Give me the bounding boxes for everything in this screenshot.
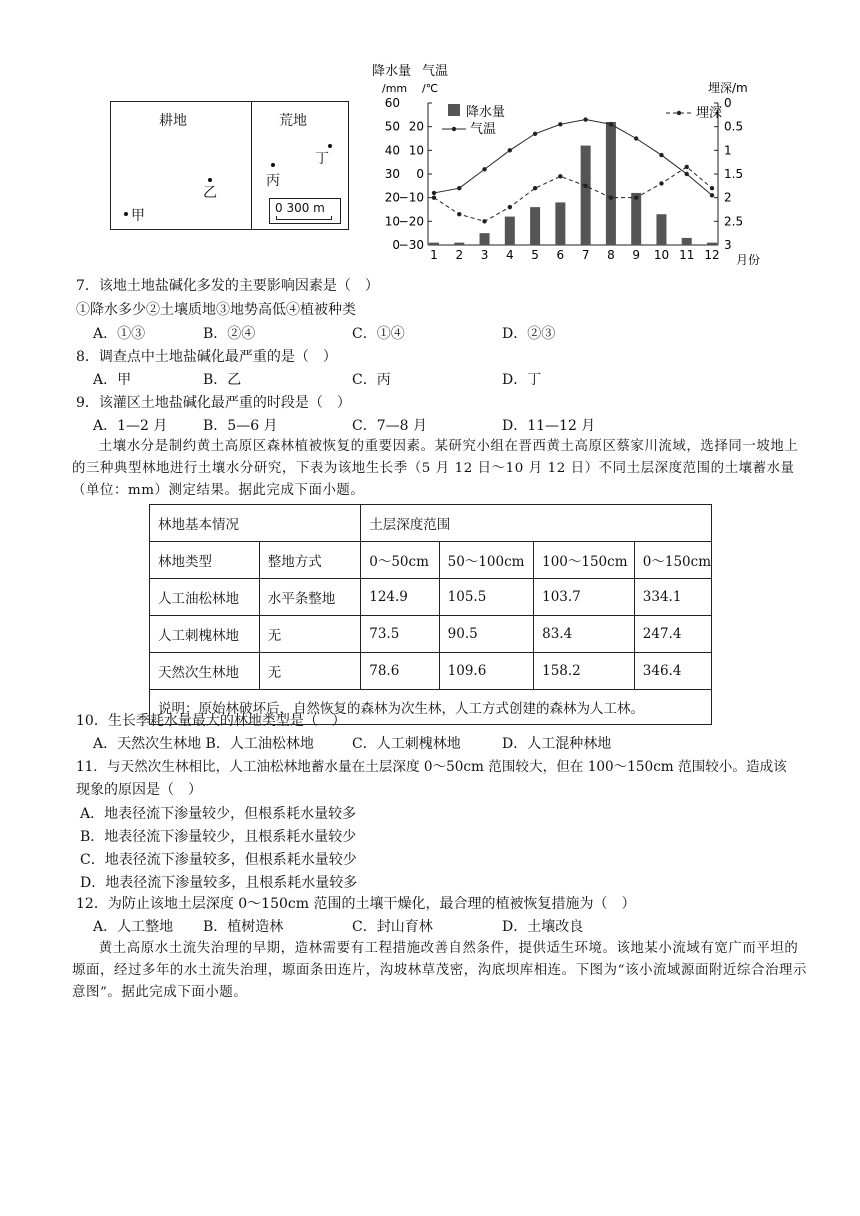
q12-stem: 12．为防止该地土层深度 0～150cm 范围的土壤干燥化，最合理的植被恢复措施为（ ） [76, 896, 636, 912]
precip-bar [480, 233, 490, 245]
intro-loess-plateau: 黄土高原水土流失治理的早期，造林需要有工程措施改善自然条件，提供适生环境。该地某小流域有宽广而平坦的塬面，经过多年的水土流失治理，塬面条田连片，沟坡林草茂密，沟底坝库相连。下图为“该小流域源面附近综合治理示意图”。据此完成下面小题。 [72, 941, 807, 1000]
precip-tick-label: 20 [384, 190, 400, 205]
month-tick-label: 8 [607, 248, 615, 262]
temperature-point [432, 191, 436, 195]
table-header-cell: 0～150cm [634, 542, 711, 579]
q9-stem: 9．该灌区土地盐碱化最严重的时段是（ ） [76, 395, 351, 411]
table-row [150, 653, 712, 690]
month-tick-label: 5 [531, 248, 539, 262]
table-cell: 158.2 [534, 653, 635, 690]
q10-stem: 10．生长季耗水量最大的林地类型是（ ） [76, 713, 346, 729]
point-yi-label: 乙 [203, 185, 217, 201]
q9-option-c[interactable]: C．7—8 月 [352, 418, 427, 434]
table-header-cell: 0～50cm [361, 542, 439, 579]
month-tick-label: 9 [632, 248, 641, 262]
q8-option-b[interactable]: B．乙 [203, 372, 242, 388]
table-header-cell: 100～150cm [534, 542, 635, 579]
point-bing-label: 丙 [266, 173, 280, 189]
temp-tick-label: −30 [398, 238, 424, 252]
table-cell: 78.6 [361, 653, 439, 690]
q7-option-d[interactable]: D．②③ [502, 326, 556, 342]
table-header-row-1 [150, 505, 712, 542]
q12-option-c[interactable]: C．封山育林 [352, 919, 433, 935]
q11-stem-cont: 现象的原因是（ ） [76, 782, 202, 798]
table-cell: 124.9 [361, 579, 439, 616]
temperature-point [508, 148, 512, 152]
q10-option-c[interactable]: C．人工刺槐林地 [352, 736, 461, 752]
temp-tick-label: −10 [398, 190, 424, 205]
scale-label: 0 300 m [275, 201, 325, 215]
q7-option-a[interactable]: A．①③ [93, 326, 146, 342]
table-cell: 334.1 [634, 579, 711, 616]
depth-tick-label: 2 [724, 190, 732, 205]
temperature-point [685, 172, 689, 176]
q11-option-b[interactable]: B．地表径流下渗量较少，且根系耗水量较少 [80, 829, 357, 845]
temp-tick-label: 10 [408, 143, 424, 158]
xlabel-month: 月份 [736, 253, 761, 267]
table-cell: 105.5 [439, 579, 533, 616]
precip-bar [656, 214, 666, 245]
depth-point [533, 186, 537, 190]
temperature-point [634, 136, 638, 140]
table-cell: 73.5 [361, 616, 439, 653]
table-row [150, 579, 712, 616]
depth-line [434, 167, 712, 221]
temperature-point [457, 186, 461, 190]
precip-bar [530, 207, 540, 245]
precip-bar [429, 243, 439, 245]
depth-point [457, 212, 461, 216]
table-header-row-2 [150, 542, 712, 579]
temp-tick-label: 20 [408, 119, 424, 134]
depth-point [685, 165, 689, 169]
precip-bar [581, 146, 591, 245]
wasteland-label: 荒地 [279, 113, 307, 129]
table-cell: 346.4 [634, 653, 711, 690]
q12-option-a[interactable]: A．人工整地 [93, 919, 174, 935]
point-ding-label: 丁 [315, 151, 329, 167]
table-header-cell: 林地基本情况 [150, 505, 361, 542]
legend-temp-label: 气温 [470, 122, 497, 137]
temperature-point [558, 122, 562, 126]
depth-point [558, 174, 562, 178]
q9-option-d[interactable]: D．11—12 月 [502, 418, 596, 434]
temperature-point [583, 117, 587, 121]
q9-option-a[interactable]: A．1—2 月 [93, 418, 168, 434]
table-header-cell: 整地方式 [259, 542, 360, 579]
table-cell: 83.4 [534, 616, 635, 653]
depth-tick-label: 1.5 [724, 167, 744, 181]
month-tick-label: 6 [556, 248, 565, 262]
map-divider [251, 102, 252, 229]
table-cell: 天然次生林地 [150, 653, 260, 690]
depth-point [659, 181, 663, 185]
table-header-cell: 土层深度范围 [361, 505, 712, 542]
precip-tick-label: 30 [384, 167, 400, 181]
temperature-point [482, 167, 486, 171]
table-cell: 247.4 [634, 616, 711, 653]
scale-bar [276, 216, 332, 220]
scale-box [269, 198, 341, 224]
depth-tick-label: 2.5 [724, 214, 744, 229]
q8-option-a[interactable]: A．甲 [93, 372, 132, 388]
table-cell: 109.6 [439, 653, 533, 690]
q11-option-d[interactable]: D．地表径流下渗量较多，且根系耗水量较多 [80, 875, 358, 891]
legend-depth-label: 埋深 [696, 106, 723, 121]
q8-stem: 8．调查点中土地盐碱化最严重的是（ ） [76, 349, 337, 365]
table-cell: 人工刺槐林地 [150, 616, 260, 653]
table-header-cell: 50～100cm [439, 542, 533, 579]
q11-option-c[interactable]: C．地表径流下渗量较多，但根系耗水量较少 [80, 852, 357, 868]
depth-point [482, 219, 486, 223]
depth-tick-label: 0 [724, 96, 732, 110]
month-tick-label: 2 [455, 248, 464, 262]
depth-tick-label: 0.5 [724, 119, 744, 134]
table-cell: 无 [259, 653, 360, 690]
q9-option-b[interactable]: B．5—6 月 [203, 418, 278, 434]
precip-bar [454, 243, 464, 245]
soil-water-table [149, 504, 712, 725]
month-tick-label: 10 [653, 248, 670, 262]
table-cell: 水平条整地 [259, 579, 360, 616]
q11-stem: 11．与天然次生林相比，人工油松林地蓄水量在土层深度 0～50cm 范围较大，但在 100～150cm 范围较小。造成该 [76, 759, 787, 775]
precip-tick-label: 0 [392, 238, 400, 252]
field-map [110, 101, 349, 230]
ylabel-temp-unit: /℃ [422, 82, 439, 95]
q11-option-a[interactable]: A．地表径流下渗量较少，但根系耗水量较多 [80, 806, 357, 822]
temp-tick-label: −20 [398, 214, 424, 229]
legend-temp-marker [452, 127, 456, 131]
temp-tick-label: 0 [416, 167, 424, 181]
q10-option-a[interactable]: A．天然次生林地 B．人工油松林地 [93, 736, 314, 752]
table-row [150, 616, 712, 653]
ylabel-depth: 埋深/m [708, 81, 748, 95]
depth-tick-label: 3 [724, 238, 732, 252]
legend-depth-marker [677, 111, 681, 115]
table-header-cell: 林地类型 [150, 542, 260, 579]
precip-tick-label: 50 [384, 119, 400, 134]
depth-point [432, 195, 436, 199]
q7-stem: 7．该地土地盐碱化多发的主要影响因素是（ ） [76, 278, 379, 294]
point-jia-label: 甲 [131, 208, 145, 224]
table-cell: 90.5 [439, 616, 533, 653]
q10-option-d[interactable]: D．人工混种林地 [502, 736, 612, 752]
month-tick-label: 12 [704, 248, 720, 262]
q7-option-b[interactable]: B．②④ [203, 326, 256, 342]
temperature-point [609, 122, 613, 126]
month-tick-label: 11 [679, 248, 695, 262]
legend-precip-label: 降水量 [466, 105, 506, 120]
month-tick-label: 7 [581, 248, 590, 262]
ylabel-temp: 气温 [422, 64, 449, 79]
ylabel-precip: 降水量 [372, 64, 412, 79]
table-cell: 103.7 [534, 579, 635, 616]
depth-point [508, 205, 512, 209]
table-cell: 人工油松林地 [150, 579, 260, 616]
temperature-point [710, 193, 714, 197]
point-bing-dot [271, 163, 275, 167]
month-tick-label: 3 [480, 248, 489, 262]
q7-option-c[interactable]: C．①④ [352, 326, 405, 342]
precip-bar [505, 217, 515, 245]
precip-bar [707, 243, 717, 245]
precip-tick-label: 10 [384, 214, 400, 229]
table-cell: 无 [259, 616, 360, 653]
ylabel-precip-unit: /mm [382, 82, 408, 95]
intro-soil-water: 土壤水分是制约黄土高原区森林植被恢复的重要因素。某研究小组在晋西黄土高原区蔡家川流域，选择同一坡地上的三种典型林地进行土壤水分研究，下表为该地生长季（5 月 12 日～10 月 12 日）不同土层深度范围的土壤蓄水量（单位：mm）测定结果。据此完成下面小题。 [72, 439, 799, 498]
month-tick-label: 4 [505, 248, 514, 262]
legend-precip-swatch [448, 104, 460, 116]
depth-point [609, 195, 613, 199]
depth-tick-label: 1 [724, 143, 732, 158]
q7-sub: ①降水多少②土壤质地③地势高低④植被种类 [76, 302, 356, 318]
climate-chart [370, 58, 770, 270]
depth-point [583, 184, 587, 188]
table-note: 说明：原始林破坏后，自然恢复的森林为次生林，人工方式创建的森林为人工林。 [150, 690, 712, 725]
precip-bar [555, 202, 565, 245]
precip-bar [606, 122, 616, 245]
depth-point [634, 195, 638, 199]
precip-tick-label: 60 [384, 96, 400, 110]
q12-option-d[interactable]: D．土壤改良 [502, 919, 584, 935]
precip-tick-label: 40 [384, 143, 400, 158]
q8-option-d[interactable]: D．丁 [502, 372, 542, 388]
q8-option-c[interactable]: C．丙 [352, 372, 391, 388]
precip-bar [682, 238, 692, 245]
temperature-point [533, 132, 537, 136]
depth-point [710, 186, 714, 190]
point-jia-dot [124, 212, 128, 216]
month-tick-label: 1 [430, 248, 438, 262]
precip-bar [631, 193, 641, 245]
q12-option-b[interactable]: B．植树造林 [203, 919, 284, 935]
farmland-label: 耕地 [159, 113, 187, 129]
temperature-point [659, 153, 663, 157]
